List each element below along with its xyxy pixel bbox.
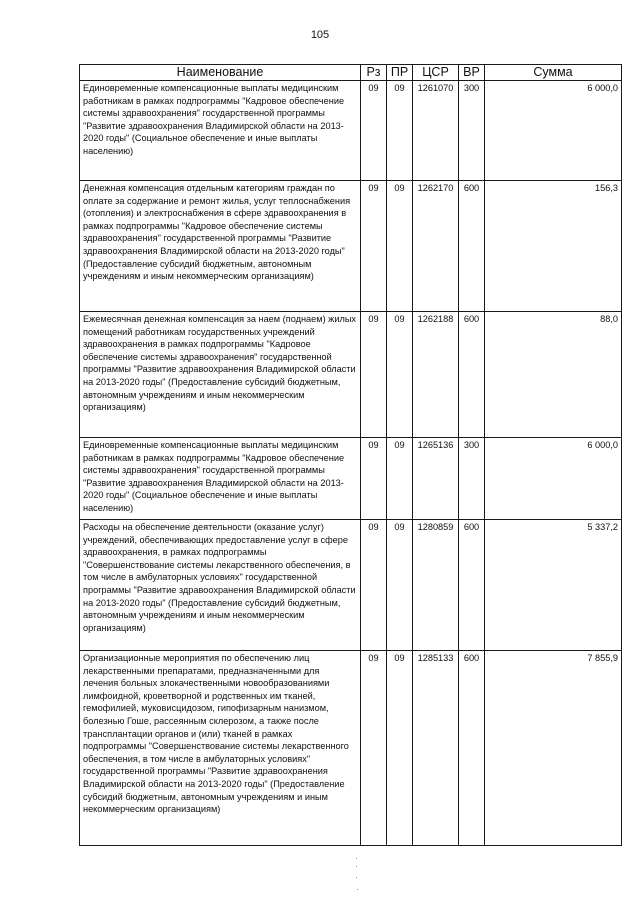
row-sum: 7 855,9 (485, 651, 622, 846)
col-header-pr: ПР (387, 65, 413, 81)
row-rz: 09 (361, 651, 387, 846)
table-row (80, 651, 622, 846)
page-number: 105 (310, 29, 330, 41)
row-rz: 09 (361, 520, 387, 651)
col-header-vr: ВР (459, 65, 485, 81)
row-csr: 1285133 (413, 651, 459, 846)
table-header-row (80, 65, 622, 81)
row-csr: 1262170 (413, 181, 459, 312)
row-sum: 6 000,0 (485, 438, 622, 520)
row-pr: 09 (387, 312, 413, 438)
col-header-name: Наименование (80, 65, 361, 81)
row-vr: 300 (459, 438, 485, 520)
row-pr: 09 (387, 520, 413, 651)
table-row (80, 312, 622, 438)
row-pr: 09 (387, 438, 413, 520)
col-header-rz: Рз (361, 65, 387, 81)
budget-table (79, 64, 622, 846)
scan-speck (356, 866, 357, 867)
table-row (80, 520, 622, 651)
row-name: Расходы на обеспечение деятельности (оказание услуг) учреждений, обеспечивающих предоставление услуг в сфере здравоохранения, в рамках подпрограммы "Совершенствование системы лекарственного обеспечения, в том числе в амбулаторных условиях" государственной программы "Развитие здравоохранения Владимирской области на 2013-2020 годы" (Предоставление субсидий бюджетным, автономным учреждениям и иным некоммерческим организациям) (80, 520, 361, 651)
row-vr: 600 (459, 651, 485, 846)
scan-speck (356, 877, 357, 878)
row-name: Единовременные компенсационные выплаты медицинским работникам в рамках подпрограммы "Кадровое обеспечение системы здравоохранения" государственной программы "Развитие здравоохранения Владимирской области на 2013-2020 годы" (Социальное обеспечение и иные выплаты населению) (80, 81, 361, 181)
row-name: Ежемесячная денежная компенсация за наем (поднаем) жилых помещений работникам государственных учреждений здравоохранения в рамках подпрограммы "Кадровое обеспечение системы здравоохранения" государственной программы "Развитие здравоохранения Владимирской области на 2013-2020 годы" (Предоставление субсидий бюджетным, автономным учреждениям и иным некоммерческим организациям) (80, 312, 361, 438)
row-vr: 600 (459, 520, 485, 651)
row-name: Единовременные компенсационные выплаты медицинским работникам в рамках подпрограммы "Кадровое обеспечение системы здравоохранения" государственной программы "Развитие здравоохранения Владимирской области на 2013-2020 годы" (Социальное обеспечение и иные выплаты населению) (80, 438, 361, 520)
row-vr: 600 (459, 312, 485, 438)
row-pr: 09 (387, 81, 413, 181)
row-vr: 300 (459, 81, 485, 181)
row-sum: 88,0 (485, 312, 622, 438)
table-row (80, 438, 622, 520)
row-pr: 09 (387, 651, 413, 846)
row-name: Денежная компенсация отдельным категориям граждан по оплате за содержание и ремонт жилья, услуг теплоснабжения (отопления) и электроснабжения в сфере здравоохранения в рамках подпрограммы "Кадровое обеспечение системы здравоохранения" государственной программы "Развитие здравоохранения Владимирской области на 2013-2020 годы" (Предоставление субсидий бюджетным, автономным учреждениям и иным некоммерческим организациям) (80, 181, 361, 312)
scan-speck (357, 889, 358, 890)
row-csr: 1261070 (413, 81, 459, 181)
row-sum: 6 000,0 (485, 81, 622, 181)
scan-speck (356, 858, 357, 859)
table-row (80, 181, 622, 312)
row-rz: 09 (361, 438, 387, 520)
row-sum: 5 337,2 (485, 520, 622, 651)
row-pr: 09 (387, 181, 413, 312)
row-vr: 600 (459, 181, 485, 312)
row-csr: 1262188 (413, 312, 459, 438)
col-header-csr: ЦСР (413, 65, 459, 81)
row-csr: 1265136 (413, 438, 459, 520)
col-header-sum: Сумма (485, 65, 622, 81)
row-rz: 09 (361, 81, 387, 181)
row-csr: 1280859 (413, 520, 459, 651)
row-rz: 09 (361, 312, 387, 438)
row-rz: 09 (361, 181, 387, 312)
row-sum: 156,3 (485, 181, 622, 312)
table-row (80, 81, 622, 181)
row-name: Организационные мероприятия по обеспечению лиц лекарственными препаратами, предназначенными для лечения больных злокачественными новообразованиями лимфоидной, кроветворной и родственных им тканей, гемофилией, муковисцидозом, гипофизарным нанизмом, болезнью Гоше, рассеянным склерозом, а также после трансплантации органов и (или) тканей в рамках подпрограммы "Совершенствование системы лекарственного обеспечения, в том числе в амбулаторных условиях" государственной программы "Развитие здравоохранения Владимирской области на 2013-2020 годы" (Предоставление субсидий бюджетным, автономным учреждениям и иным некоммерческим организациям) (80, 651, 361, 846)
